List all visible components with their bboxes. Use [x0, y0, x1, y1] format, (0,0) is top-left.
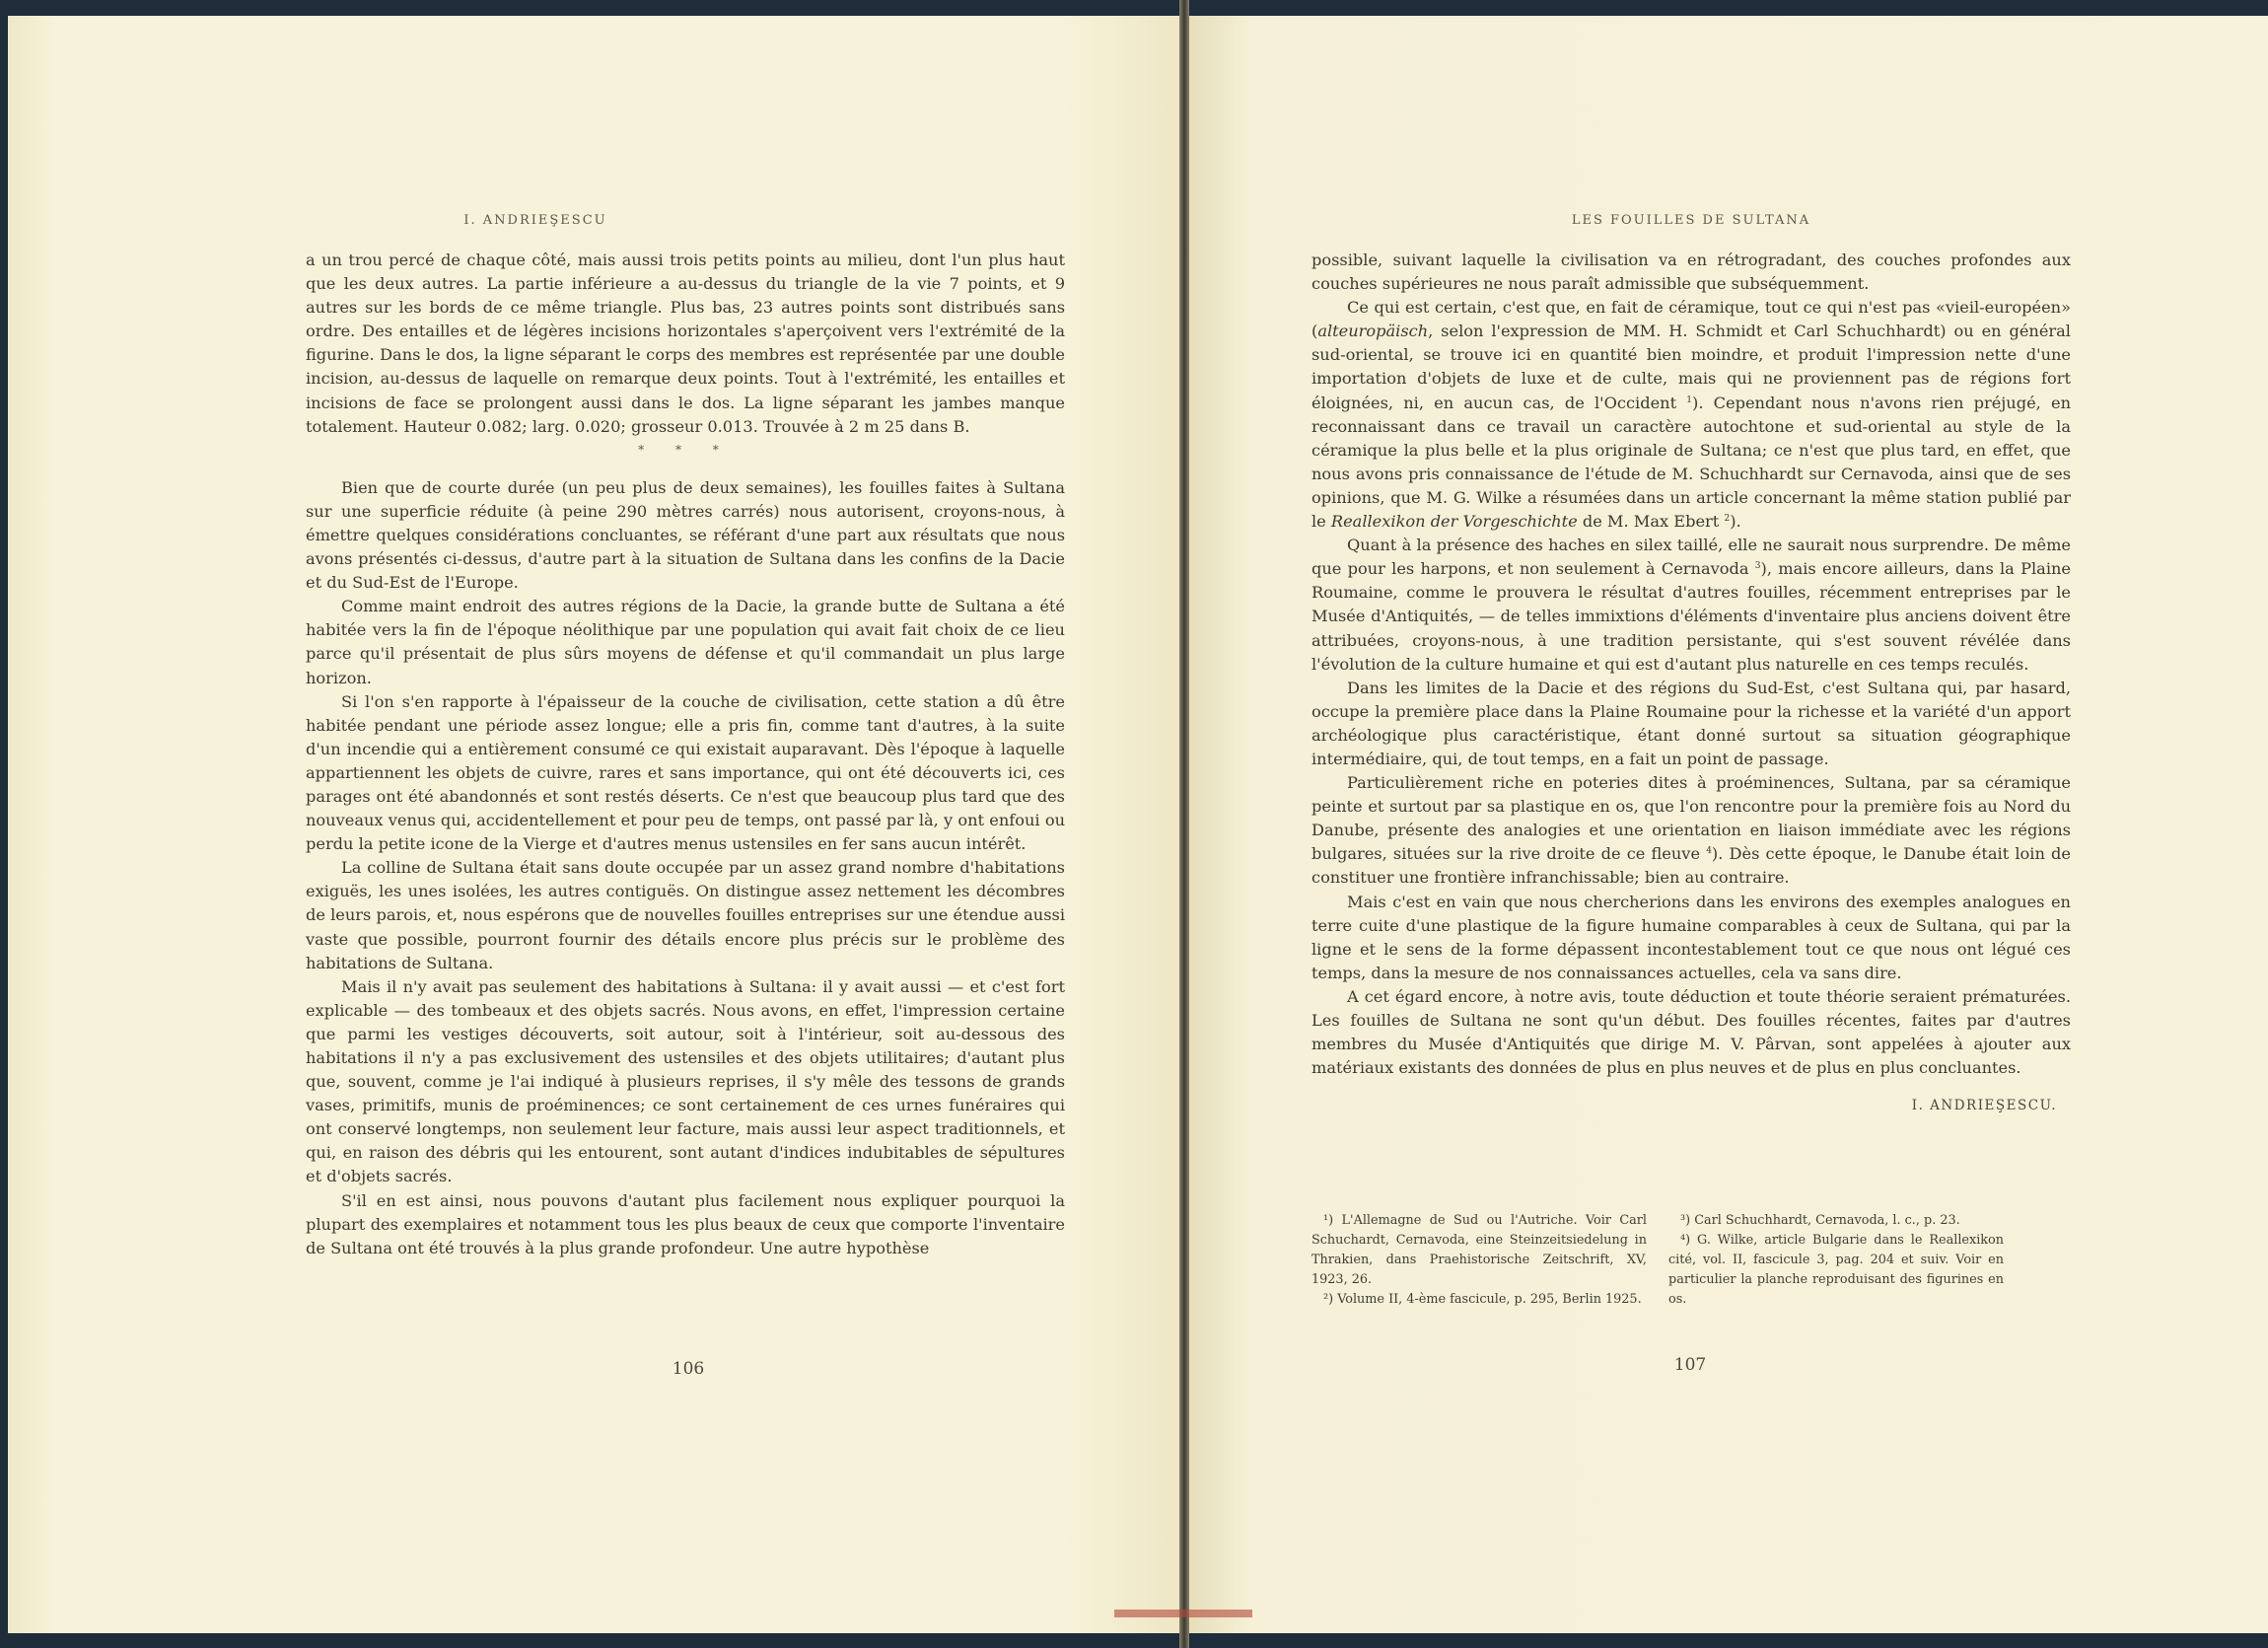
paragraph: possible, suivant laquelle la civilisation va en rétrogradant, des couches profondes aux couches supérieures ne nous paraît admissible que subséquemment. — [1311, 251, 2071, 294]
running-head-left: I. ANDRIEŞESCU — [463, 213, 607, 228]
left-page — [8, 16, 1183, 1633]
page-number-right: 107 — [1673, 1355, 1707, 1375]
intro-paragraph: a un trou percé de chaque côté, mais aussi trois petits points au milieu, dont l'un plus haut que les deux autres. La partie inférieure a au-dessus du triangle de la vie 7 points, et 9 autres sur les bords de ce même triangle. Plus bas, 23 autres points sont distribués sans ordre. Des entailles et de légères incisions horizontales s'aperçoivent vers l'extrémité de la figurine. Dans le dos, la ligne séparant le corps des membres est représentée par une double incision, au-dessus de laquelle on remarque deux points. Tout à l'extrémité, les entailles et incisions de face se prolongent aussi dans le dos. La ligne séparant les jambes manque totalement. Hauteur 0.082; larg. 0.020; grosseur 0.013. Trouvée à 2 m 25 dans B. — [306, 251, 1065, 436]
footnote: ²) Volume II, 4-ème fascicule, p. 295, Berlin 1925. — [1323, 1292, 1642, 1307]
author-signature: I. ANDRIEŞESCU. — [1911, 1098, 2057, 1114]
footnote: ⁴) G. Wilke, article Bulgarie dans le Reallexikon cité, vol. II, fascicule 3, pag. 204 et suiv. Voir en particulier la planche reproduisant des figurines en os. — [1668, 1233, 2004, 1307]
paragraph: Bien que de courte durée (un peu plus de deux semaines), les fouilles faites à Sultana sur une superficie réduite (à peine 290 mètres carrés) nous autorisent, croyons-nous, à émettre quelques considérations concluantes, se référant d'une part aux résultats que nous avons présentés ci-dessus, d'autre part à la situation de Sultana dans les confins de la Dacie et du Sud-Est de l'Europe. — [306, 477, 1065, 593]
paragraph: S'il en est ainsi, nous pouvons d'autant plus facilement nous expliquer pourquoi la plupart des exemplaires et notamment tous les plus beaux de ceux que comporte l'inventaire de Sultana ont été trouvés à la plus grande profondeur. Une autre hypothèse — [306, 1190, 1065, 1257]
right-text-column — [1311, 249, 2071, 1117]
left-text-column — [306, 249, 1065, 1260]
paragraph: Mais il n'y avait pas seulement des habitations à Sultana: il y avait aussi — et c'est fort explicable — des tombeaux et des objets sacrés. Nous avons, en effet, l'impression certaine que parmi les vestiges découverts, soit autour, soit à l'intérieur, soit au-dessous des habitations il n'y a pas exclusivement des ustensiles et des objets utilitaires; d'autant plus que, souvent, comme je l'ai indiqué à plusieurs reprises, il s'y mêle des tessons de grands vases, primitifs, munis de proéminences; ce sont certainement de ces urnes funéraires qui ont conservé longtemps, non seulement leur facture, mais aussi leur aspect traditionnels, et qui, en raison des débris qui les entourent, sont autant d'indices indubitables de sépultures et d'objets sacrés. — [306, 976, 1065, 1186]
paragraph: Dans les limites de la Dacie et des régions du Sud-Est, c'est Sultana qui, par hasard, occupe la première place dans la Plaine Roumaine pour la richesse et la variété d'un apport archéologique plus caractéristique, étant donné surtout sa situation géographique intermédiaire, qui, de tout temps, en a fait un point de passage. — [1311, 678, 2071, 768]
footnotes-column-1 — [1311, 1211, 1647, 1310]
paragraph: Si l'on s'en rapporte à l'épaisseur de la couche de civilisation, cette station a dû être habitée pendant une période assez longue; elle a pris fin, comme tant d'autres, à la suite d'un incendie qui a entièrement consumé ce qui existait auparavant. Dès l'époque à laquelle appartiennent les objets de cuivre, rares et sans importance, qui ont été découverts ici, ces parages ont été abandonnés et sont restés déserts. Ce n'est que beaucoup plus tard que des nouveaux venus qui, accidentellement et pour peu de temps, ont passé par là, y ont enfoui ou perdu la petite icone de la Vierge et d'autres menus ustensiles en fer sans aucun intérêt. — [306, 691, 1065, 854]
paragraph: Comme maint endroit des autres régions de la Dacie, la grande butte de Sultana a été habitée vers la fin de l'époque néolithique par une population qui avait fait choix de ce lieu parce qu'il présentait de plus sûrs moyens de défense et qu'il commandait un plus large horizon. — [306, 597, 1065, 687]
page-number-left: 106 — [672, 1359, 705, 1379]
right-page — [1185, 16, 2268, 1633]
footnote: ¹) L'Allemagne de Sud ou l'Autriche. Voir Carl Schuchardt, Cernavoda, eine Steinzeitsiedelung in Thrakien, dans Praehistorische Zeitschrift, XV, 1923, 26. — [1311, 1213, 1647, 1287]
paragraph: La colline de Sultana était sans doute occupée par un assez grand nombre d'habitations exiguës, les unes isolées, les autres contiguës. On distingue assez nettement les décombres de leurs parois, et, nous espérons que de nouvelles fouilles entreprises sur une étendue aussi vaste que possible, pourront fournir des détails encore plus précis sur le problème des habitations de Sultana. — [306, 858, 1065, 972]
bookmark-ribbon — [1114, 1610, 1252, 1617]
footnote: ³) Carl Schuchhardt, Cernavoda, l. c., p. 23. — [1680, 1213, 1960, 1228]
running-head-right: LES FOUILLES DE SULTANA — [1571, 213, 1811, 228]
paragraph: A cet égard encore, à notre avis, toute déduction et toute théorie seraient prématurées. Les fouilles de Sultana ne sont qu'un début. Des fouilles récentes, faites par d'autres membres du Musée d'Antiquités que dirige M. V. Pârvan, sont appelées à ajouter aux matériaux existants des données de plus en plus neuves et de plus en plus concluantes. — [1311, 986, 2071, 1078]
paragraph: Mais c'est en vain que nous chercherions dans les environs des exemples analogues en terre cuite d'une plastique de la figure humaine comparables à ceux de Sultana, qui par la ligne et le sens de la forme dépassent incontestablement tout ce que nous ont légué ces temps, dans la mesure de nos connaissances actuelles, cela va sans dire. — [1311, 892, 2071, 982]
paragraph: Quant à la présence des haches en silex taillé, elle ne saurait nous surprendre. De même que pour les harpons, et non seulement à Cernavoda $^3$), mais encore ailleurs, dans la Plaine Roumaine, comme le prouvera le résultat d'autres fouilles, récemment entreprises par le Musée d'Antiquités, — de telles immixtions d'éléments d'inventaire plus anciens doivent être attribuées, croyons-nous, à une tradition persistante, qui s'est souvent révélée dans l'évolution de la culture humaine et qui est d'autant plus naturelle en ces temps reculés. — [1311, 536, 2071, 674]
paragraph: Particulièrement riche en poteries dites à proéminences, Sultana, par sa céramique peinte et surtout par sa plastique en os, que l'on rencontre pour la première fois au Nord du Danube, présente des analogies et une orientation en liaison immédiate avec les régions bulgares, situées sur la rive droite de ce fleuve $^4$). Dès cette époque, le Danube était loin de constituer une frontière infranchissable; bien au contraire. — [1311, 773, 2071, 888]
section-separator: * * * — [638, 442, 733, 457]
footnotes — [1311, 1211, 2004, 1310]
book-gutter — [1179, 0, 1189, 1648]
footnotes-column-2 — [1668, 1211, 2004, 1310]
paragraph: Ce qui est certain, c'est que, en fait de céramique, tout ce qui n'est pas «vieil-européen» (alteuropäisch, selon l'expression de MM. H. Schmidt et Carl Schuchhardt) ou en général sud-oriental, se trouve ici en quantité bien moindre, et produit l'impression nette d'une importation d'objets de luxe et de culte, mais qui ne proviennent pas de régions fort éloignées, ni, en aucun cas, de l'Occident $^1$). Cependant nous n'avons rien préjugé, en reconnaissant dans ce travail un caractère autochtone et sud-oriental au style de la céramique la plus belle et la plus originale de Sultana; ce n'est que plus tard, en effet, que nous avons pris connaissance de l'étude de M. Schuchhardt sur Cernavoda, ainsi que de ses opinions, que M. G. Wilke a résumées dans un article concernant la même station publié par le Reallexikon der Vorgeschichte de M. Max Ebert $^2$). — [1311, 298, 2071, 532]
